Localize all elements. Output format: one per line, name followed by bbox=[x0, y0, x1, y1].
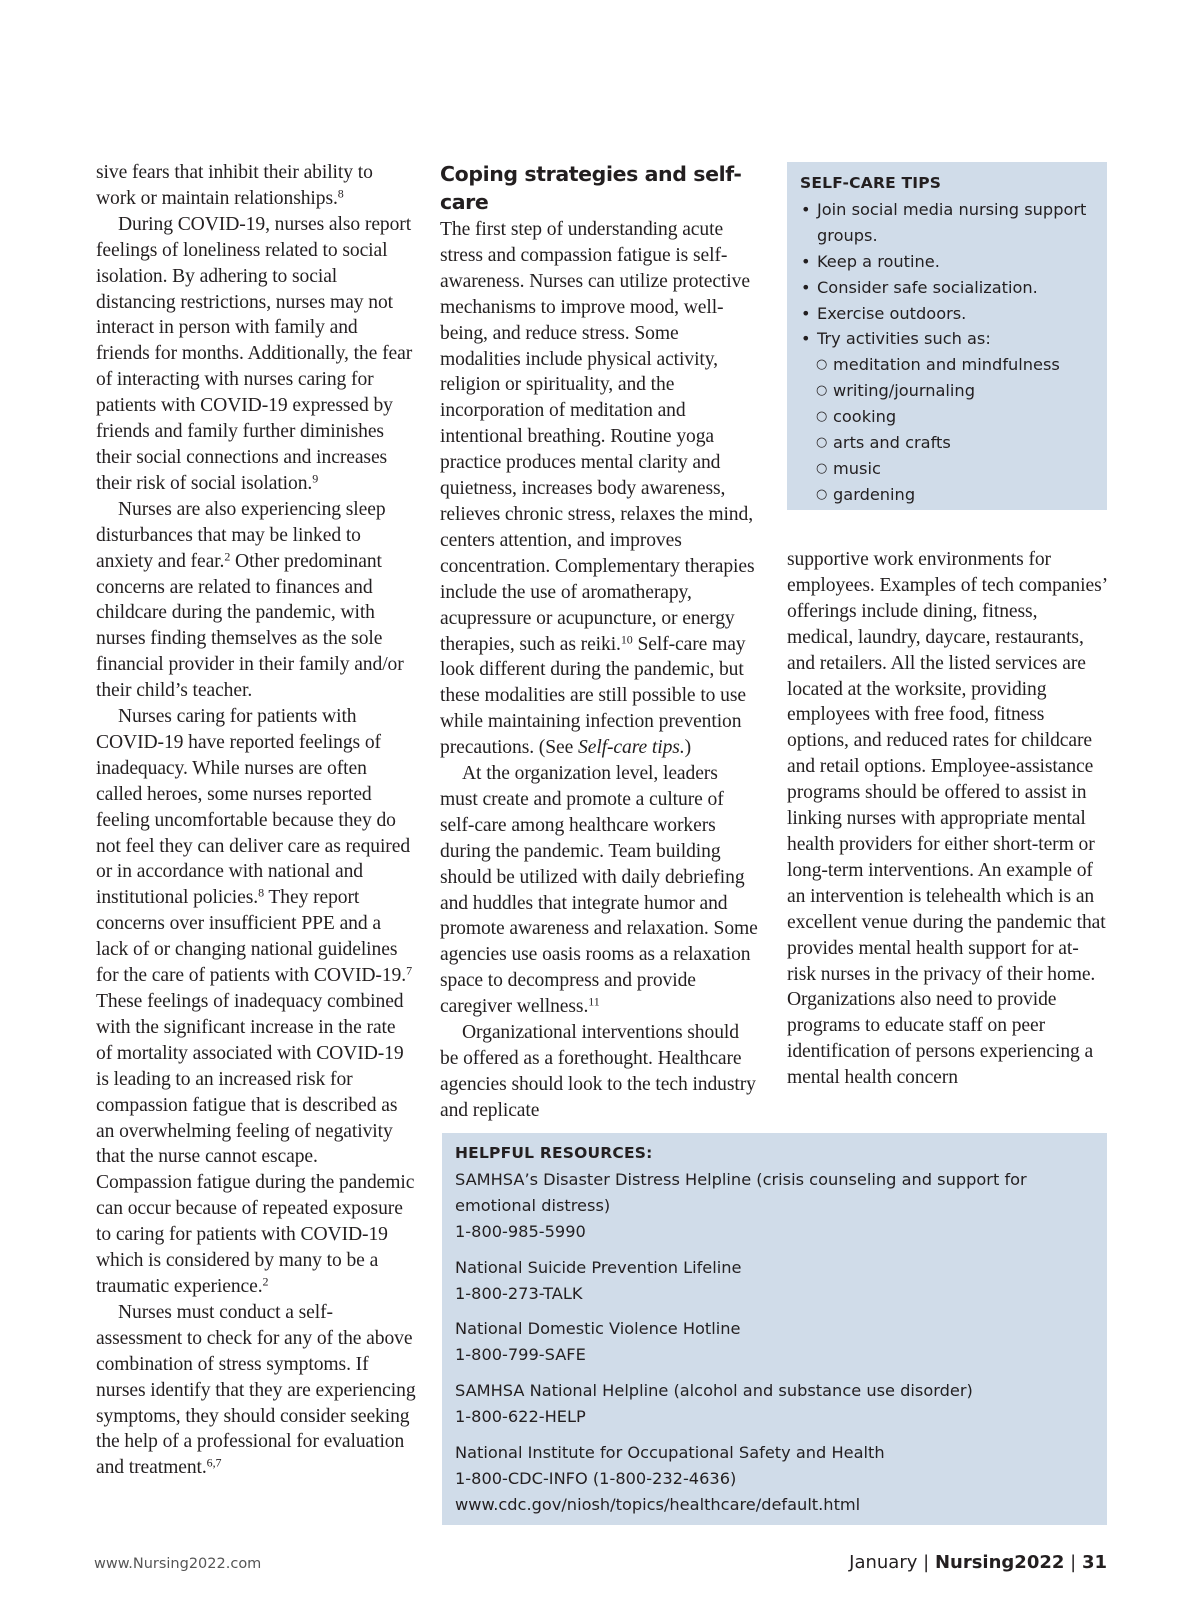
resource-entry bbox=[455, 1255, 1095, 1307]
hollow-bullet-icon: ○ bbox=[816, 460, 828, 476]
resource-name: National Institute for Occupational Safety and Health bbox=[455, 1443, 885, 1463]
citation: 10 bbox=[620, 631, 633, 646]
sub-list-item: ○ writing/journaling bbox=[800, 378, 1095, 404]
article-column-3 bbox=[787, 547, 1107, 1091]
resource-phone[interactable]: 1-800-985-5990 bbox=[455, 1221, 586, 1241]
bullet-icon: • bbox=[801, 251, 811, 271]
citation: 8 bbox=[337, 186, 344, 201]
resource-name: National Domestic Violence Hotline bbox=[455, 1319, 741, 1339]
sub-list-item: ○ arts and crafts bbox=[800, 430, 1095, 456]
paragraph: Nurses are also experiencing sleep disturbances that may be linked to anxiety and fear.$^2$ Other predominant concerns are related to finances and childcare during the pandemic, with nurses finding themselves as the sole financial provider in their family and/or their child’s teacher. bbox=[96, 498, 404, 702]
citation: 7 bbox=[406, 963, 412, 978]
section-heading: Coping strategies and self-care bbox=[440, 162, 742, 214]
helpful-resources-box bbox=[442, 1133, 1107, 1525]
paragraph: Nurses must conduct a self-assessment to check for any of the above combination of stress symptoms. If nurses identify that they are experiencing symptoms, they should consider seeking the help of a professional for evaluation and treatment.$^{6,7}$ bbox=[96, 1301, 416, 1479]
resource-entry bbox=[455, 1167, 1095, 1245]
sub-list-item: ○ gardening bbox=[800, 482, 1095, 508]
paragraph: Nurses caring for patients with COVID-19 have reported feelings of inadequacy. While nurses are often called heroes, some nurses reported feeling uncomfortable because they do not feel they can deliver care as required or in accordance with national and institutional policies.$^8$ They report concerns over insufficient PPE and a lack of or changing national guidelines for the care of patients with COVID-19.$^7$ These feelings of inadequacy combined with the significant increase in the rate of mortality associated with COVID-19 is leading to an increased risk for compassion fatigue that is described as an overwhelming feeling of negativity that the nurse cannot escape. Compassion fatigue during the pandemic can occur because of repeated exposure to caring for patients with COVID-19 which is considered by many to be a traumatic experience.$^2$ bbox=[96, 706, 415, 1297]
bullet-icon: • bbox=[801, 199, 811, 219]
resource-phone[interactable]: 1-800-CDC-INFO (1-800-232-4636) bbox=[455, 1468, 737, 1488]
citation: 8 bbox=[258, 885, 264, 900]
sub-list-item: ○ meditation and mindfulness bbox=[800, 352, 1095, 378]
paragraph: sive fears that inhibit their ability to work or maintain relationships.$^8$ bbox=[96, 162, 373, 209]
resource-name: National Suicide Prevention Lifeline bbox=[455, 1257, 742, 1277]
resource-link[interactable]: www.cdc.gov/niosh/topics/healthcare/default.html bbox=[455, 1494, 861, 1514]
resource-name: SAMHSA’s Disaster Distress Helpline (crisis counseling and support for emotional distress) bbox=[455, 1169, 1027, 1215]
page-number: 31 bbox=[1081, 1552, 1107, 1573]
sidebar-reference: Self-care tips. bbox=[578, 737, 685, 759]
tips-list bbox=[800, 197, 1095, 508]
hollow-bullet-icon: ○ bbox=[816, 486, 828, 502]
article-column-1 bbox=[96, 160, 416, 1481]
list-item: • Try activities such as: bbox=[800, 326, 1095, 352]
paragraph: The first step of understanding acute stress and compassion fatigue is self-awareness. Nurses can utilize protective mechanisms to improve mood, well-being, and reduce stress. Some modalities include physical activity, religion or spirituality, and the incorporation of meditation and intentional breathing. Routine yoga practice produces mental clarity and quietness, increases body awareness, relieves chronic stress, relaxes the mind, centers attention, and improves concentration. Complementary therapies include the use of aromatherapy, acupressure or acupuncture, or energy therapies, such as reiki.$^{10}$ Self-care may look different during the pandemic, but these modalities are still possible to use while maintaining infection prevention precautions. (See Self-care tips.) bbox=[440, 219, 755, 759]
list-item: • Consider safe socialization. bbox=[800, 275, 1095, 301]
list-item: • Keep a routine. bbox=[800, 249, 1095, 275]
resource-entry bbox=[455, 1440, 1095, 1518]
citation: 6,7 bbox=[206, 1455, 222, 1470]
resource-entry bbox=[455, 1378, 1095, 1430]
hollow-bullet-icon: ○ bbox=[816, 435, 828, 451]
resource-phone[interactable]: 1-800-273-TALK bbox=[455, 1283, 583, 1303]
footer-separator: | bbox=[1070, 1552, 1077, 1573]
citation: 2 bbox=[224, 549, 231, 563]
list-item: • Join social media nursing support groups. bbox=[800, 197, 1095, 249]
sub-list-item: ○ music bbox=[800, 456, 1095, 482]
resource-entry bbox=[455, 1316, 1095, 1368]
hollow-bullet-icon: ○ bbox=[816, 409, 828, 425]
sub-list-item: ○ cooking bbox=[800, 404, 1095, 430]
list-item: • Exercise outdoors. bbox=[800, 301, 1095, 327]
bullet-icon: • bbox=[801, 329, 811, 349]
paragraph: At the organization level, leaders must create and promote a culture of self-care among healthcare workers during the pandemic. Team building should be utilized with daily debriefing and huddles that integrate humor and promote awareness and relaxation. Some agencies use oasis rooms as a relaxation space to decompress and provide caregiver wellness.$^{11}$ bbox=[440, 763, 758, 1018]
resource-phone[interactable]: 1-800-799-SAFE bbox=[455, 1345, 586, 1365]
resource-name: SAMHSA National Helpline (alcohol and substance use disorder) bbox=[455, 1381, 973, 1401]
footer-website[interactable]: www.Nursing2022.com bbox=[94, 1556, 262, 1572]
bullet-icon: • bbox=[801, 277, 811, 297]
hollow-bullet-icon: ○ bbox=[816, 357, 828, 373]
hollow-bullet-icon: ○ bbox=[816, 383, 828, 399]
footer-separator: | bbox=[923, 1552, 930, 1573]
paragraph: Organizational interventions should be offered as a forethought. Healthcare agencies should look to the tech industry and replicate bbox=[440, 1022, 756, 1121]
footer-month: January bbox=[849, 1552, 918, 1573]
article-column-2 bbox=[440, 160, 760, 1124]
resource-phone[interactable]: 1-800-622-HELP bbox=[455, 1407, 586, 1427]
tips-title: SELF-CARE TIPS bbox=[800, 174, 942, 192]
paragraph: supportive work environments for employees. Examples of tech companies’ offerings include dining, fitness, medical, laundry, daycare, restaurants, and retailers. All the listed services are located at the worksite, providing employees with free food, fitness options, and reduced rates for childcare and retail options. Employee-assistance programs should be offered to assist in linking nurses with appropriate mental health providers for either short-term or long-term interventions. An example of an intervention is telehealth which is an excellent venue during the pandemic that provides mental health support for at-risk nurses in the privacy of their home. Organizations also need to provide programs to educate staff on peer identification of persons experiencing a mental health concern bbox=[787, 549, 1107, 1089]
footer-magazine-name: Nursing2022 bbox=[934, 1552, 1065, 1573]
bullet-icon: • bbox=[801, 303, 811, 323]
footer-folio bbox=[849, 1552, 1107, 1573]
citation: 9 bbox=[312, 471, 319, 486]
citation: 11 bbox=[588, 994, 600, 1009]
citation: 2 bbox=[262, 1274, 269, 1289]
resources-title: HELPFUL RESOURCES: bbox=[455, 1144, 653, 1162]
paragraph: During COVID-19, nurses also report feelings of loneliness related to social isolation. By adhering to social distancing restrictions, nurses may not interact in person with family and friends for months. Additionally, the fear of interacting with nurses caring for patients with COVID-19 expressed by friends and family further diminishes their social connections and increases their risk of social isolation.$^9$ bbox=[96, 213, 413, 494]
self-care-tips-box bbox=[787, 162, 1107, 510]
